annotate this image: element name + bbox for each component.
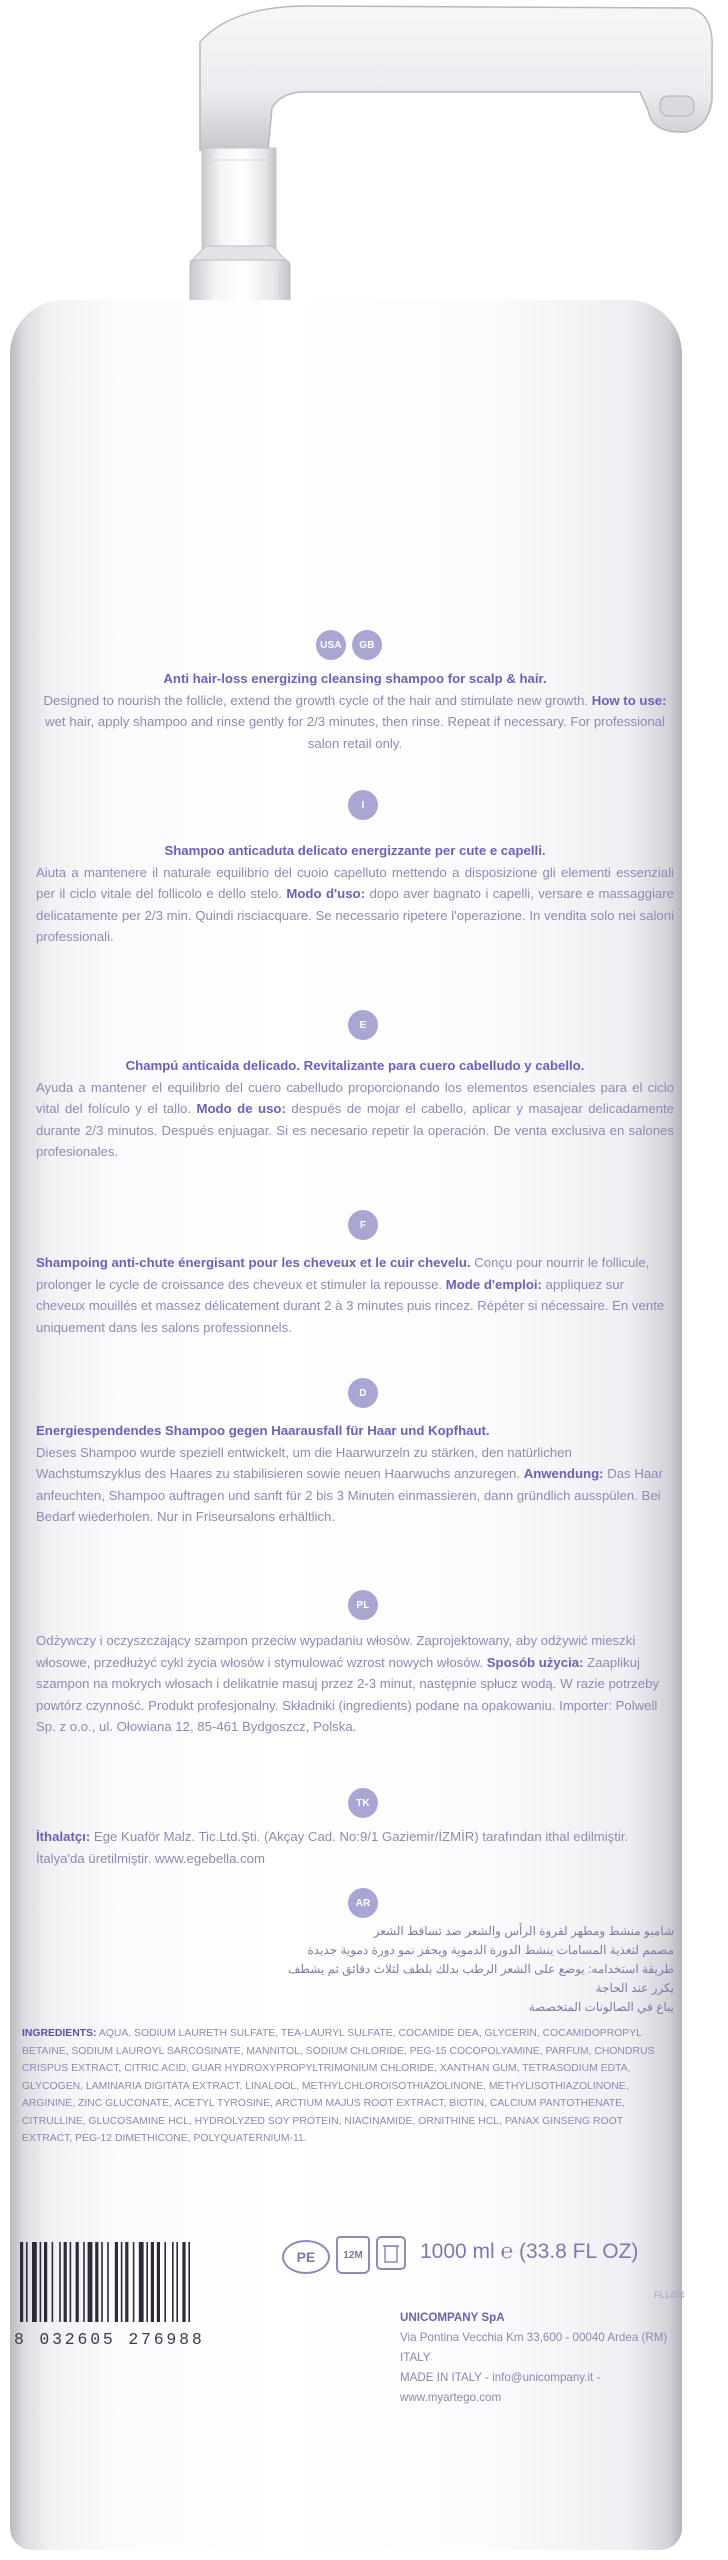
barcode-bar [44,2242,47,2322]
arabic-flag-icon: AR [348,1888,378,1918]
turkey-flag-icon: TK [348,1788,378,1818]
poland-flag-icon: PL [348,1590,378,1620]
barcode-bar [20,2242,23,2322]
france-flag-icon: F [348,1210,378,1240]
barcode-bar [164,2242,166,2322]
turkish-label: İthalatçı: [36,1829,91,1844]
barcode-bar [139,2242,144,2322]
barcode-bar [157,2242,160,2322]
arabic-line-3: طريقة استخدامه: يوضع على الشعر الرطب بدلك بلطف لثلاث دقائق ثم يشطف [287,1962,674,1976]
italy-flag-icon: I [348,790,378,820]
barcode-bar [76,2242,79,2322]
usa-flag-icon: USA [316,630,346,660]
italian-title: Shampoo anticaduta delicato energizzante per cute e capelli. [164,843,546,858]
barcode-bar [151,2242,154,2322]
spanish-body: Ayuda a mantener el equilibrio del cuero cabelludo proporcionando los elementos esenciales para el ciclo vital del folículo y el tallo. [36,1079,674,1116]
arabic-line-5: يباع في الصالونات المتخصصة [528,2000,674,2014]
barcode-bar [133,2242,135,2322]
barcode-bar [125,2242,128,2322]
turkish-section [36,1826,674,1869]
ingredients-text: AQUA, SODIUM LAURETH SULFATE, TEA-LAURYL SULFATE, COCAMIDE DEA, GLYCERIN, COCAMIDOPROPYL BETAINE, SODIUM LAUROYL SARCOSINATE, MANNITOL, SODIUM CHLORIDE, PEG-15 COCOPOLYAMINE, PARFUM, CHONDRUS CRISPUS EXTRACT, CITRIC ACID, GUAR HYDROXYPROPYLTRIMONIUM CHLORIDE, XANTHAN GUM, TETRASODIUM EDTA, GLYCOGEN, LAMINARIA DIGITATA EXTRACT, LINALOOL, METHYLCHLOROISOTHIAZOLINONE, METHYLISOTHIAZOLINONE, ARGININE, ZINC GLUCONATE, ACETYL TYROSINE, ARCTIUM MAJUS ROOT EXTRACT, BIOTIN, CALCIUM PANTOTHENATE, CITRULLINE, GLUCOSAMINE HCL, HYDROLYZED SOY PROTEIN, NIACINAMIDE, ORNITHINE HCL, PANAX GINSENG ROOT EXTRACT, PEG-12 DIMETHICONE, POLYQUATERNIUM-11. [22,2028,655,2144]
barcode-bar [52,2242,54,2322]
german-howto-label: Anwendung: [523,1466,604,1481]
barcode-bar [32,2242,37,2322]
barcode-bar [26,2242,28,2322]
barcode-bar [121,2242,123,2322]
polish-section [36,1630,674,1738]
barcode-bar [95,2242,98,2322]
barcode-bar [101,2242,103,2322]
arabic-section [36,1922,674,2017]
barcode-bar [176,2242,178,2322]
barcode-bar [88,2242,93,2322]
germany-flag-icon: D [348,1378,378,1408]
barcode-bar [146,2242,148,2322]
english-body: Designed to nourish the follicle, extend the growth cycle of the hair and stimulate new growth. [43,692,589,708]
barcode-bar [182,2242,185,2322]
gb-flag-icon: GB [352,630,382,660]
spanish-howto: después de mojar el cabello, aplicar y masajear delicadamente durante 2/3 minutos. Después enjuagar. Si es necesario repetir la operación. De venta exclusiva en salones profesionales. [36,1101,674,1159]
barcode-bar [115,2242,118,2322]
company-name: UNICOMPANY SpA [400,2311,505,2324]
pao-12m-icon: 12M [336,2236,370,2274]
english-title: Anti hair-loss energizing cleansing shampoo for scalp & hair. [163,671,547,686]
german-title: Energiespendendes Shampoo gegen Haarausfall für Haar und Kopfhaut. [36,1423,490,1438]
french-title: Shampoing anti-chute énergisant pour les cheveux et le cuir chevelu. [36,1255,471,1270]
barcode-number: 8 032605 276988 [14,2330,205,2349]
barcode-bar [172,2242,174,2322]
pe-recycle-icon: PE [282,2240,330,2274]
english-howto-label: How to use: [591,692,667,708]
french-howto-label: Mode d'emploi: [445,1276,542,1292]
italian-howto: dopo aver bagnato i capelli, versare e massaggiare delicatamente per 2/3 min. Quindi risciacquare. Se necessario ripetere l'operazione. In vendita solo nei saloni professionali. [36,886,674,944]
italian-body: Aiuta a mantenere il naturale equilibrio del cuoio capelluto mettendo a disposizione gli elementi essenziali per il ciclo vitale del follicolo e dello stelo. [36,864,674,901]
german-body: Dieses Shampoo wurde speziell entwickelt, um die Haarwurzeln zu stärken, den natürlichen Wachstumszyklus des Haares zu stabilisieren sowie neuen Haarwuchs anzuregen. [36,1444,572,1481]
barcode-icon [16,2240,246,2324]
barcode-bar [107,2242,109,2322]
barcode-bar [188,2242,190,2322]
polish-howto: Zaaplikuj szampon na mokrych włosach i delikatnie masuj przez 2-3 minut, następnie spłucz wodą. W razie potrzeby powtórz czynność. Produkt profesjonalny. Składniki (ingredients) podane na opakowaniu. Importer: Polwell Sp. z o.o., ul. Ołowiana 12, 85-461 Bydgoszcz, Polska. [36,1654,660,1734]
polish-howto-label: Sposób użycia: [486,1654,584,1670]
ingredients-block [22,2025,674,2148]
company-block [400,2308,690,2408]
german-howto: Das Haar anfeuchten, Shampoo auftragen und sanft für 2 bis 3 Minuten einmassieren, dann gründlich ausspülen. Bei Bedarf wiederholen. Nur in Friseursalons erhältlich. [36,1466,663,1524]
french-body: Conçu pour nourrir le follicule, prolonger le cycle de croissance des cheveux et stimuler la repousse. [36,1255,650,1292]
barcode-bar [64,2242,67,2322]
spain-flag-icon: E [348,1010,378,1040]
lot-number: FL1454 [654,2290,685,2300]
barcode-bar [83,2242,85,2322]
spanish-howto-label: Modo de uso: [196,1101,286,1116]
spanish-title: Champú anticaida delicado. Revitalizante para cuero cabelludo y cabello. [125,1058,585,1073]
italian-howto-label: Modo d'uso: [286,886,365,901]
trash-bin-icon [376,2236,406,2270]
french-howto: appliquez sur cheveux mouillés et massez délicatement durant 2 à 3 minutes puis rincez. Répéter si nécessaire. En vente uniquement dans les salons professionnels. [36,1276,665,1335]
company-address: Via Pontina Vecchia Km 33,600 - 00040 Ardea (RM) ITALY [400,2331,668,2364]
ingredients-label: INGREDIENTS: [22,2028,97,2039]
arabic-line-2: مصمم لتغذية المسامات ينشط الدورة الدموية ويحفز نمو دورة دموية جديدة [307,1943,674,1957]
english-howto: wet hair, apply shampoo and rinse gently for 2/3 minutes, then rinse. Repeat if necessary. For professional salon retail only. [45,714,665,751]
company-made-in: MADE IN ITALY - info@unicompany.it - www.myartego.com [400,2371,601,2404]
arabic-line-1: شامبو منشط ومطهر لفروة الرأس والشعر ضد تساقط الشعر [373,1924,674,1938]
arabic-line-4: يكرر عند الحاجة [595,1981,674,1995]
barcode-bar [40,2242,42,2322]
turkish-body: Ege Kuaför Malz. Tic.Ltd.Şti. (Akçay Cad. No:9/1 Gaziemir/İZMİR) tarafından ithal edilmiştir. İtalya'da üretilmiştir. www.egebella.com [36,1829,629,1866]
barcode-bar [59,2242,61,2322]
polish-body: Odżywczy i oczyszczający szampon przeciw wypadaniu włosów. Zaprojektowany, aby odżywić mieszki włosowe, przedłużyć cykl życia włosów i stymulować wzrost nowych włosów. [36,1633,636,1670]
barcode-bar [70,2242,72,2322]
volume-label: 1000 ml ℮ (33.8 FL OZ) [420,2240,639,2263]
